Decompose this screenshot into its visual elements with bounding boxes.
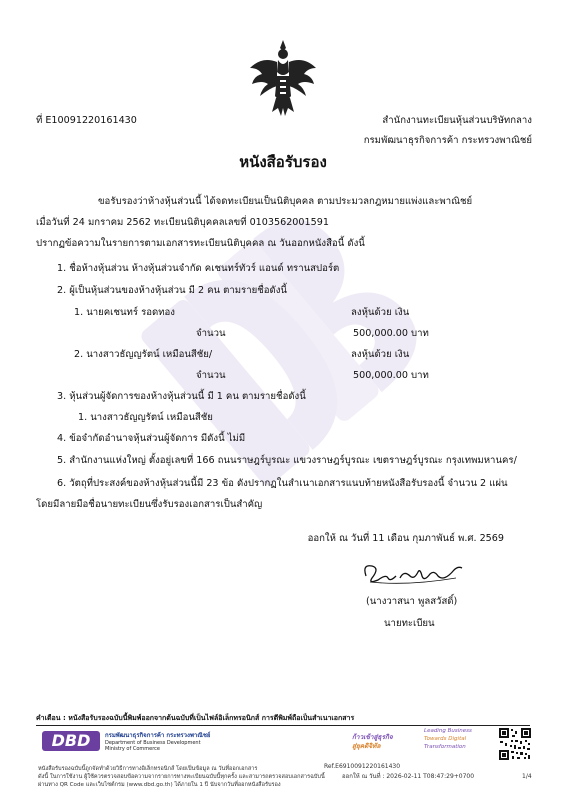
footer-note-3: ผ่านทาง QR Code และเว็บไซต์กรม (www.dbd.go.th) ได้ภายใน 1 ปี นับจากวันที่ออกหนังสือรับรอง [38,782,281,788]
registrar-name: (นางวาสนา พูลสวัสดิ์) [366,596,458,607]
office-line-2: กรมพัฒนาธุรกิจการค้า กระทรวงพาณิชย์ [363,135,532,146]
qr-code [498,727,532,761]
slogan-en-3: Transformation [424,744,466,750]
partner-1-name: 1. นายคเชนทร์ รอดทอง [74,307,175,318]
garuda-emblem [248,38,318,118]
page-number: 1/4 [522,773,532,780]
partner-2-amount: 500,000.00 บาท [353,370,429,381]
footer-note-2: ดังนี้ ในการใช้งาน ผู้ใช้ควรตรวจสอบข้อความจากรายการทางทะเบียนฉบับนี้ทุกครั้ง และสามารถตรวจสอบเอกสารฉบับนี้ [38,774,325,780]
page-title: หนังสือรับรอง [239,153,327,171]
partner-1-contribution: ลงหุ้นด้วย เงิน [351,307,410,318]
document-number: ที่ E10091220161430 [36,115,137,126]
registrar-position: นายทะเบียน [384,618,435,629]
dbd-logo [42,731,100,751]
item-objectives-line-1: 6. วัตถุที่ประสงค์ของห้างหุ้นส่วนนี้มี 23 ข้อ ดังปรากฏในสำเนาเอกสารแนบท้ายหนังสือรับรองนี้ จำนวน 2 แผ่น [57,478,508,489]
item-head-office: 5. สำนักงานแห่งใหญ่ ตั้งอยู่เลขที่ 166 ถนนราษฎร์บูรณะ แขวงราษฎร์บูรณะ เขตราษฎร์บูรณะ กรุงเทพมหานคร/ [57,455,517,466]
partner-2-contribution: ลงหุ้นด้วย เงิน [351,349,410,360]
dept-name-en-1: Department of Business Development [105,740,201,746]
partner-2-amount-label: จำนวน [196,370,226,381]
item-partnership-name: 1. ชื่อห้างหุ้นส่วน ห้างหุ้นส่วนจำกัด คเชนทร์ทัวร์ แอนด์ ทรานสปอร์ต [57,263,340,274]
slogan-th-1: ก้าวเข้าสู่ธุรกิจ [352,733,393,741]
item-partners-count: 2. ผู้เป็นหุ้นส่วนของห้างหุ้นส่วน มี 2 คน ตามรายชื่อดังนี้ [57,285,287,296]
footer-warning: คำเตือน : หนังสือรับรองฉบับนี้พิมพ์ออกจากต้นฉบับที่เป็นไฟล์อิเล็กทรอนิกส์ การตีพิมพ์ถือเป็นสำเนาเอกสาร [36,714,355,722]
partner-1-amount-label: จำนวน [196,328,226,339]
dept-name-th: กรมพัฒนาธุรกิจการค้า กระทรวงพาณิชย์ [105,732,211,739]
dept-name-en-2: Ministry of Commerce [105,746,160,752]
footer-note-1: หนังสือรับรองฉบับนี้ถูกจัดทำด้วยวิธีการทางอิเล็กทรอนิกส์ โดยเป็นข้อมูล ณ วันที่ออกเอกสาร [38,766,258,772]
partner-2-name: 2. นางสาวธัญญรัตน์ เหมือนสีชัย/ [74,349,213,360]
slogan-en-2: Towards Digital [424,736,467,742]
partner-1-amount: 500,000.00 บาท [353,328,429,339]
issue-date: ออกให้ ณ วันที่ 11 เดือน กุมภาพันธ์ พ.ศ. 2569 [307,533,504,544]
registrar-signature [358,556,468,590]
item-authority-limits: 4. ข้อจำกัดอำนาจหุ้นส่วนผู้จัดการ มีดังนี้ ไม่มี [57,433,246,444]
slogan-en-1: Leading Business [424,728,472,734]
footer-divider [36,725,530,726]
intro-line-1: ขอรับรองว่าห้างหุ้นส่วนนี้ ได้จดทะเบียนเป็นนิติบุคคล ตามประมวลกฎหมายแพ่งและพาณิชย์ [98,196,473,207]
intro-line-3: ปรากฏข้อความในรายการตามเอกสารทะเบียนนิติบุคคล ณ วันออกหนังสือนี้ ดังนี้ [36,238,365,249]
intro-line-2: เมื่อวันที่ 24 มกราคม 2562 ทะเบียนนิติบุคคลเลขที่ 0103562001591 [36,217,329,228]
reference-number: Ref.E6910091220161430 [324,763,401,770]
managing-partner-1: 1. นางสาวธัญญรัตน์ เหมือนสีชัย [78,412,213,423]
slogan-th-2: สู่ยุคดิจิทัล [352,742,381,750]
office-line-1: สำนักงานทะเบียนหุ้นส่วนบริษัทกลาง [382,115,532,126]
item-objectives-line-2: โดยมีลายมือชื่อนายทะเบียนซึ่งรับรองเอกสารเป็นสำคัญ [36,499,263,510]
item-managing-partners: 3. หุ้นส่วนผู้จัดการของห้างหุ้นส่วนนี้ มี 1 คน ตามรายชื่อดังนี้ [57,391,306,402]
issued-timestamp: ออกให้ ณ วันที่ : 2026-02-11 T08:47:29+0700 [342,773,475,780]
dbd-logo-text: DBD [51,731,91,750]
